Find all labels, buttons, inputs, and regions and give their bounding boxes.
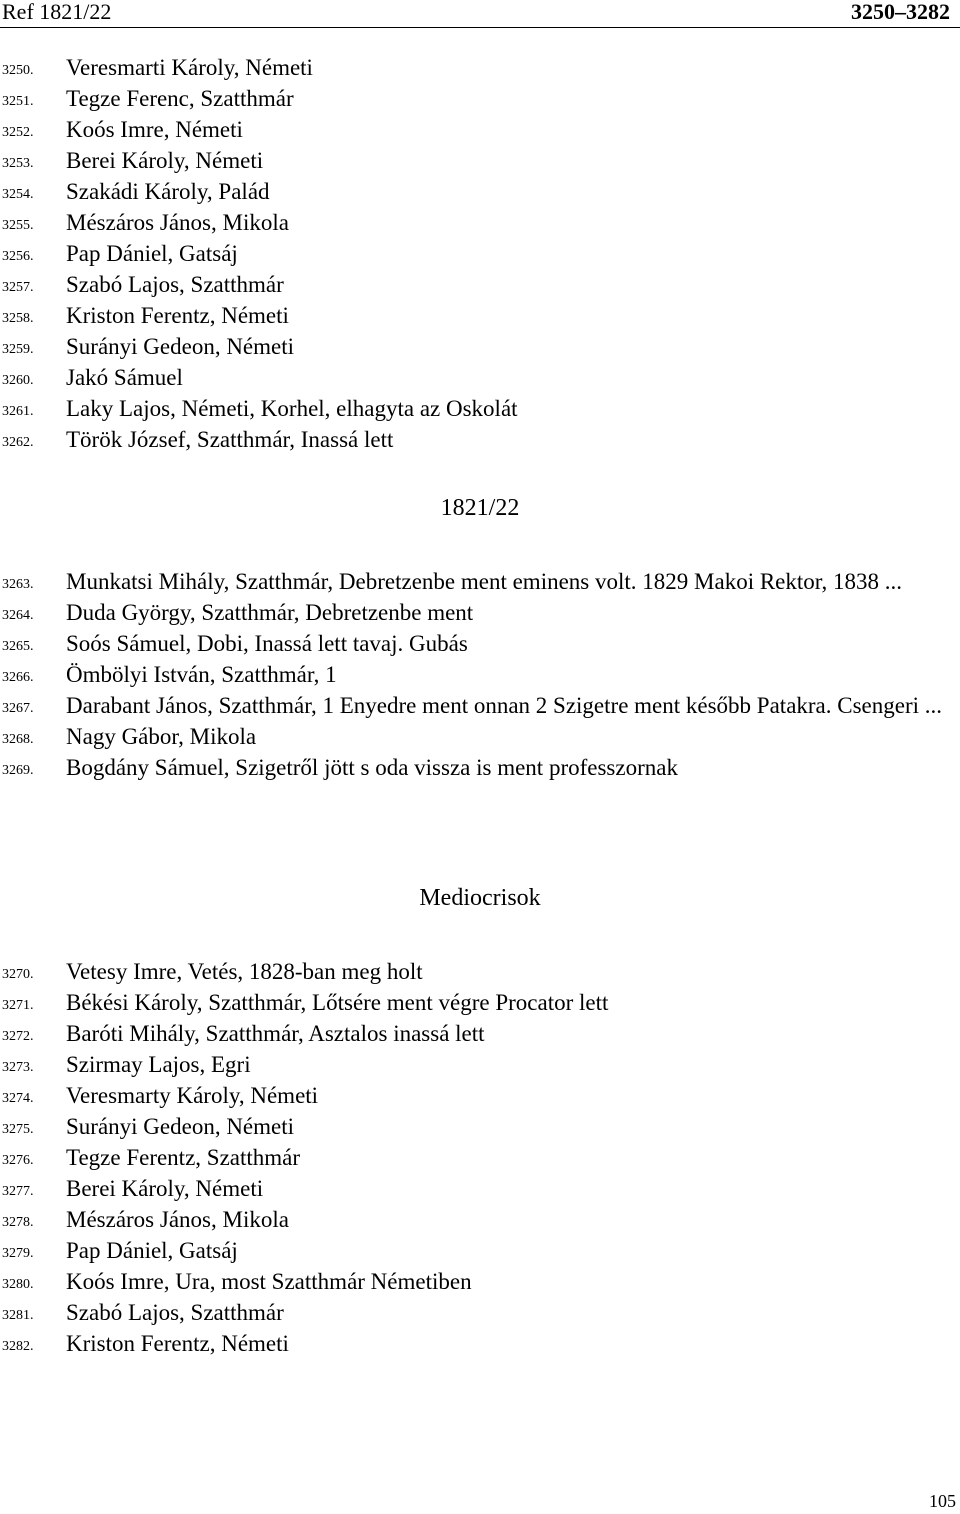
list-item [0, 1111, 960, 1142]
entry-text: Szakádi Károly, Palád [66, 179, 270, 204]
entry-number: 3254. [2, 187, 34, 202]
entry-text: Surányi Gedeon, Németi [66, 334, 295, 359]
entry-number: 3267. [2, 701, 34, 716]
entry-number: 3273. [2, 1060, 34, 1075]
entry-number: 3256. [2, 249, 34, 264]
header-ref: Ref 1821/22 [2, 0, 112, 24]
entry-number: 3263. [2, 577, 34, 592]
list-item [0, 721, 960, 752]
entry-number: 3270. [2, 967, 34, 982]
entry-number: 3272. [2, 1029, 34, 1044]
header-range: 3250–3282 [851, 0, 950, 24]
list-item [0, 331, 960, 362]
entry-number: 3250. [2, 63, 34, 78]
entry-number: 3278. [2, 1215, 34, 1230]
list-item [0, 1080, 960, 1111]
entry-text: Jakó Sámuel [66, 365, 183, 390]
entry-text: Pap Dániel, Gatsáj [66, 1238, 238, 1263]
list-item [0, 1328, 960, 1359]
entry-number: 3252. [2, 125, 34, 140]
entry-text: Szabó Lajos, Szatthmár [66, 1300, 284, 1325]
entry-text: Szabó Lajos, Szatthmár [66, 272, 284, 297]
entry-text: Surányi Gedeon, Németi [66, 1114, 295, 1139]
list-item [0, 1018, 960, 1049]
entry-text: Koós Imre, Németi [66, 117, 243, 142]
entry-text: Nagy Gábor, Mikola [66, 724, 257, 749]
page-header [0, 0, 960, 28]
entry-text: Bogdány Sámuel, Szigetről jött s oda vissza is ment professzornak [66, 755, 678, 780]
list-item [0, 1173, 960, 1204]
entry-text: Kriston Ferentz, Németi [66, 303, 289, 328]
entry-number: 3266. [2, 670, 34, 685]
list-item [0, 114, 960, 145]
entry-text: Laky Lajos, Németi, Korhel, elhagyta az Oskolát [66, 396, 518, 421]
list-item [0, 176, 960, 207]
entry-text: Mészáros János, Mikola [66, 210, 289, 235]
list-item [0, 1142, 960, 1173]
list-item [0, 987, 960, 1018]
entry-number: 3276. [2, 1153, 34, 1168]
entry-text: Berei Károly, Németi [66, 1176, 264, 1201]
entry-text: Berei Károly, Németi [66, 148, 264, 173]
list-item [0, 628, 960, 659]
entry-text: Baróti Mihály, Szatthmár, Asztalos inassá lett [66, 1021, 485, 1046]
entry-number: 3264. [2, 608, 34, 623]
list-item [0, 393, 960, 424]
entry-list-3 [0, 956, 960, 1359]
entry-number: 3260. [2, 373, 34, 388]
entry-number: 3259. [2, 342, 34, 357]
list-item [0, 1235, 960, 1266]
entry-text: Tegze Ferenc, Szatthmár [66, 86, 294, 111]
entry-text: Török József, Szatthmár, Inassá lett [66, 427, 394, 452]
entry-list-1 [0, 52, 960, 455]
entry-text: Ömbölyi István, Szatthmár, 1 [66, 662, 337, 687]
entry-number: 3268. [2, 732, 34, 747]
entry-text: Szirmay Lajos, Egri [66, 1052, 251, 1077]
entry-number: 3281. [2, 1308, 34, 1323]
entry-text: Kriston Ferentz, Németi [66, 1331, 289, 1356]
list-item [0, 659, 960, 690]
list-item [0, 690, 960, 721]
list-item [0, 1204, 960, 1235]
entry-number: 3282. [2, 1339, 34, 1354]
list-item [0, 300, 960, 331]
entry-text: Tegze Ferentz, Szatthmár [66, 1145, 301, 1170]
entry-number: 3253. [2, 156, 34, 171]
entry-number: 3271. [2, 998, 34, 1013]
list-item [0, 83, 960, 114]
entry-text: Békési Károly, Szatthmár, Lőtsére ment végre Procator lett [66, 990, 609, 1015]
entry-number: 3274. [2, 1091, 34, 1106]
entry-text: Pap Dániel, Gatsáj [66, 241, 238, 266]
list-item [0, 269, 960, 300]
entry-number: 3257. [2, 280, 34, 295]
section-heading-mediocrisok: Mediocrisok [419, 885, 541, 911]
entry-text: Vetesy Imre, Vetés, 1828-ban meg holt [66, 959, 423, 984]
page-number: 105 [929, 1491, 956, 1511]
list-item [0, 752, 960, 783]
list-item [0, 956, 960, 987]
entry-number: 3280. [2, 1277, 34, 1292]
list-item [0, 238, 960, 269]
list-item [0, 597, 960, 628]
entry-number: 3255. [2, 218, 34, 233]
entry-text: Darabant János, Szatthmár, 1 Enyedre ment onnan 2 Szigetre ment később Patakra. Csengeri ... [66, 693, 943, 718]
entry-number: 3262. [2, 435, 34, 450]
entry-text: Veresmarty Károly, Németi [66, 1083, 319, 1108]
list-item [0, 1297, 960, 1328]
entry-number: 3277. [2, 1184, 34, 1199]
entry-number: 3258. [2, 311, 34, 326]
entry-list-2 [0, 566, 960, 783]
list-item [0, 52, 960, 83]
entry-number: 3275. [2, 1122, 34, 1137]
section-heading-year: 1821/22 [440, 495, 520, 521]
entry-number: 3265. [2, 639, 34, 654]
entry-text: Mészáros János, Mikola [66, 1207, 289, 1232]
entry-text: Soós Sámuel, Dobi, Inassá lett tavaj. Gubás [66, 631, 468, 656]
entry-number: 3251. [2, 94, 34, 109]
list-item [0, 207, 960, 238]
entry-text: Munkatsi Mihály, Szatthmár, Debretzenbe ment eminens volt. 1829 Makoi Rektor, 1838 ... [66, 569, 903, 594]
list-item [0, 362, 960, 393]
entry-text: Koós Imre, Ura, most Szatthmár Németiben [66, 1269, 472, 1294]
list-item [0, 1266, 960, 1297]
list-item [0, 566, 960, 597]
entry-number: 3269. [2, 763, 34, 778]
entry-text: Duda György, Szatthmár, Debretzenbe ment [66, 600, 474, 625]
entry-number: 3279. [2, 1246, 34, 1261]
entry-text: Veresmarti Károly, Németi [66, 55, 313, 80]
list-item [0, 145, 960, 176]
list-item [0, 424, 960, 455]
list-item [0, 1049, 960, 1080]
entry-number: 3261. [2, 404, 34, 419]
